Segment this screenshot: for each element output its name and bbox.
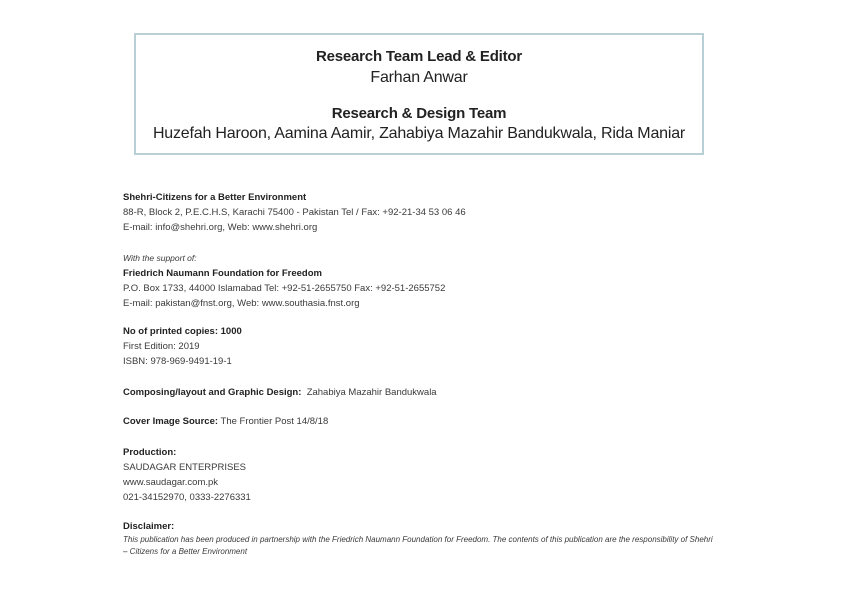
publisher-contact: E-mail: info@shehri.org, Web: www.shehri.org xyxy=(123,222,318,233)
design-block xyxy=(123,385,723,400)
cover-label: Cover Image Source: xyxy=(123,416,219,427)
edition: First Edition: 2019 xyxy=(123,341,200,352)
production-label: Production: xyxy=(123,447,177,458)
design-label: Composing/layout and Graphic Design: xyxy=(123,387,302,398)
disclaimer-label: Disclaimer: xyxy=(123,521,175,532)
production-phone: 021-34152970, 0333-2276331 xyxy=(123,492,251,503)
production-web: www.saudagar.com.pk xyxy=(123,477,219,488)
credits-box xyxy=(134,33,704,155)
lead-name: Farhan Anwar xyxy=(370,69,468,86)
printed-copies: No of printed copies: 1000 xyxy=(123,326,242,337)
support-intro: With the support of: xyxy=(123,253,197,263)
disclaimer-block xyxy=(123,519,723,558)
support-contact: E-mail: pakistan@fnst.org, Web: www.southasia.fnst.org xyxy=(123,298,360,309)
production-company: SAUDAGAR ENTERPRISES xyxy=(123,462,246,473)
team-role: Research & Design Team xyxy=(331,105,507,122)
print-block xyxy=(123,324,723,369)
isbn: ISBN: 978-969-9491-19-1 xyxy=(123,356,232,367)
design-value: Zahabiya Mazahir Bandukwala xyxy=(306,387,437,398)
publisher-address: 88-R, Block 2, P.E.C.H.S, Karachi 75400 - Pakistan Tel / Fax: +92-21-34 53 06 46 xyxy=(123,207,466,218)
team-names: Huzefah Haroon, Aamina Aamir, Zahabiya Mazahir Bandukwala, Rida Maniar xyxy=(152,125,686,142)
lead-role: Research Team Lead & Editor xyxy=(315,48,523,65)
cover-block xyxy=(123,414,723,429)
production-block xyxy=(123,445,723,505)
disclaimer-text: This publication has been produced in partnership with the Friedrich Naumann Foundation for Freedom. The contents of this publication are the responsibility of Shehri – Citizens for a Better Environment xyxy=(123,535,713,556)
support-address: P.O. Box 1733, 44000 Islamabad Tel: +92-51-2655750 Fax: +92-51-2655752 xyxy=(123,283,446,294)
support-name: Friedrich Naumann Foundation for Freedom xyxy=(123,268,322,279)
publisher-name: Shehri-Citizens for a Better Environment xyxy=(123,192,307,203)
cover-value: The Frontier Post 14/8/18 xyxy=(220,416,329,427)
publisher-block xyxy=(123,190,723,235)
support-block xyxy=(123,251,723,311)
